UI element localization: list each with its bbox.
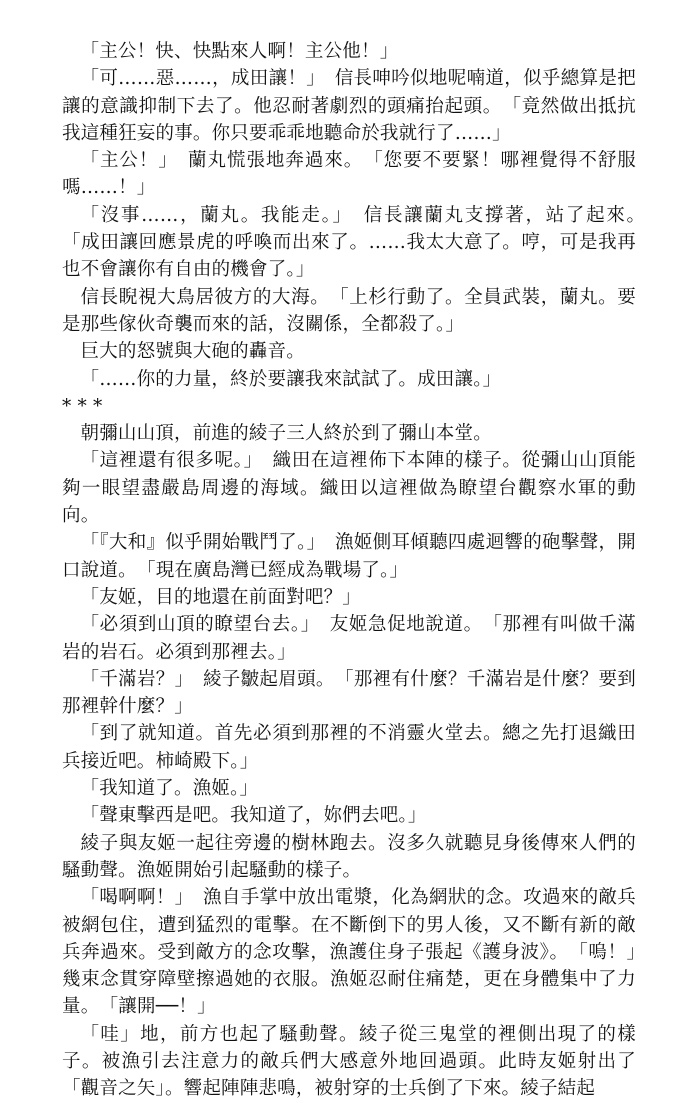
paragraph: 「……你的力量，終於要讓我來試試了。成田讓。」 (80, 368, 502, 390)
paragraph: 「這裡還有很多呢。」 織田在這裡佈下本陣的樣子。從彌山山頂能夠一眼望盡嚴島周邊的海域。織田以這裡做為瞭望台觀察水軍的動向。 (62, 450, 636, 527)
paragraph: 「『大和』似乎開始戰鬥了。」 漁姬側耳傾聽四處迴響的砲擊聲，開口說道。 「現在廣島灣已經成為戰場了。」 (62, 532, 636, 581)
paragraph: 巨大的怒號與大砲的轟音。 (80, 341, 305, 363)
paragraph: 「可……惡……，成田讓！」 信長呻吟似地呢喃道，似乎總算是把讓的意識抑制下去了。他忍耐著劇烈的頭痛抬起頭。 「竟然做出抵抗我這種狂妄的事。你只要乖乖地聽命於我就行了……」 (62, 68, 636, 144)
document-page (62, 38, 655, 1103)
paragraph: 「到了就知道。首先必須到那裡的不消靈火堂去。總之先打退織田兵接近吧。柿崎殿下。」 (62, 723, 636, 772)
paragraph: 「喝啊啊！」 漁自手掌中放出電漿，化為網狀的念。攻過來的敵兵被網包住，遭到猛烈的電擊。在不斷倒下的男人後，又不斷有新的敵兵奔過來。受到敵方的念攻擊，漁護住身子張起《護身波》。 「嗚！」 幾束念貫穿障壁擦過她的衣服。漁姬忍耐住痛楚，更在身體集中了力量。 「讓開──！」 (62, 887, 655, 1018)
paragraph: 「必須到山頂的瞭望台去。」 友姬急促地說道。 「那裡有叫做千滿岩的岩石。必須到那裡去。」 (62, 614, 636, 663)
section-break: * * * (62, 395, 103, 417)
paragraph: 「沒事……，蘭丸。我能走。」 信長讓蘭丸支撐著，站了起來。 「成田讓回應景虎的呼喚而出來了。……我太大意了。哼，可是我再也不會讓你有自由的機會了。」 (62, 204, 655, 281)
paragraph: 「我知道了。漁姬。」 (80, 778, 259, 800)
paragraph: 綾子與友姬一起往旁邊的樹林跑去。沒多久就聽見身後傳來人們的騷動聲。漁姬開始引起騷動的樣子。 (62, 832, 636, 881)
paragraph: 「主公！」 蘭丸慌張地奔過來。 「您要不要緊！哪裡覺得不舒服嗎……！」 (62, 150, 636, 199)
paragraph: 「聲東擊西是吧。我知道了，妳們去吧。」 (80, 805, 427, 827)
paragraph: 「主公！快、快點來人啊！主公他！」 (80, 41, 399, 62)
paragraph: 「千滿岩？」 綾子皺起眉頭。 「那裡有什麼？千滿岩是什麼？要到那裡幹什麼？」 (62, 668, 636, 718)
paragraph: 「哇」地，前方也起了騷動聲。綾子從三鬼堂的裡側出現了的樣子。被漁引去注意力的敵兵們大感意外地回過頭。此時友姬射出了「觀音之矢」。響起陣陣悲鳴，被射穿的士兵倒了下來。綾子結起 (62, 1023, 636, 1100)
paragraph: 朝彌山山頂，前進的綾子三人終於到了彌山本堂。 (80, 423, 492, 445)
paragraph: 信長睨視大鳥居彼方的大海。 「上杉行動了。全員武裝，蘭丸。要是那些傢伙奇襲而來的話，沒關係，全都殺了。」 (62, 286, 636, 335)
paragraph: 「友姬，目的地還在前面對吧？」 (80, 586, 362, 608)
